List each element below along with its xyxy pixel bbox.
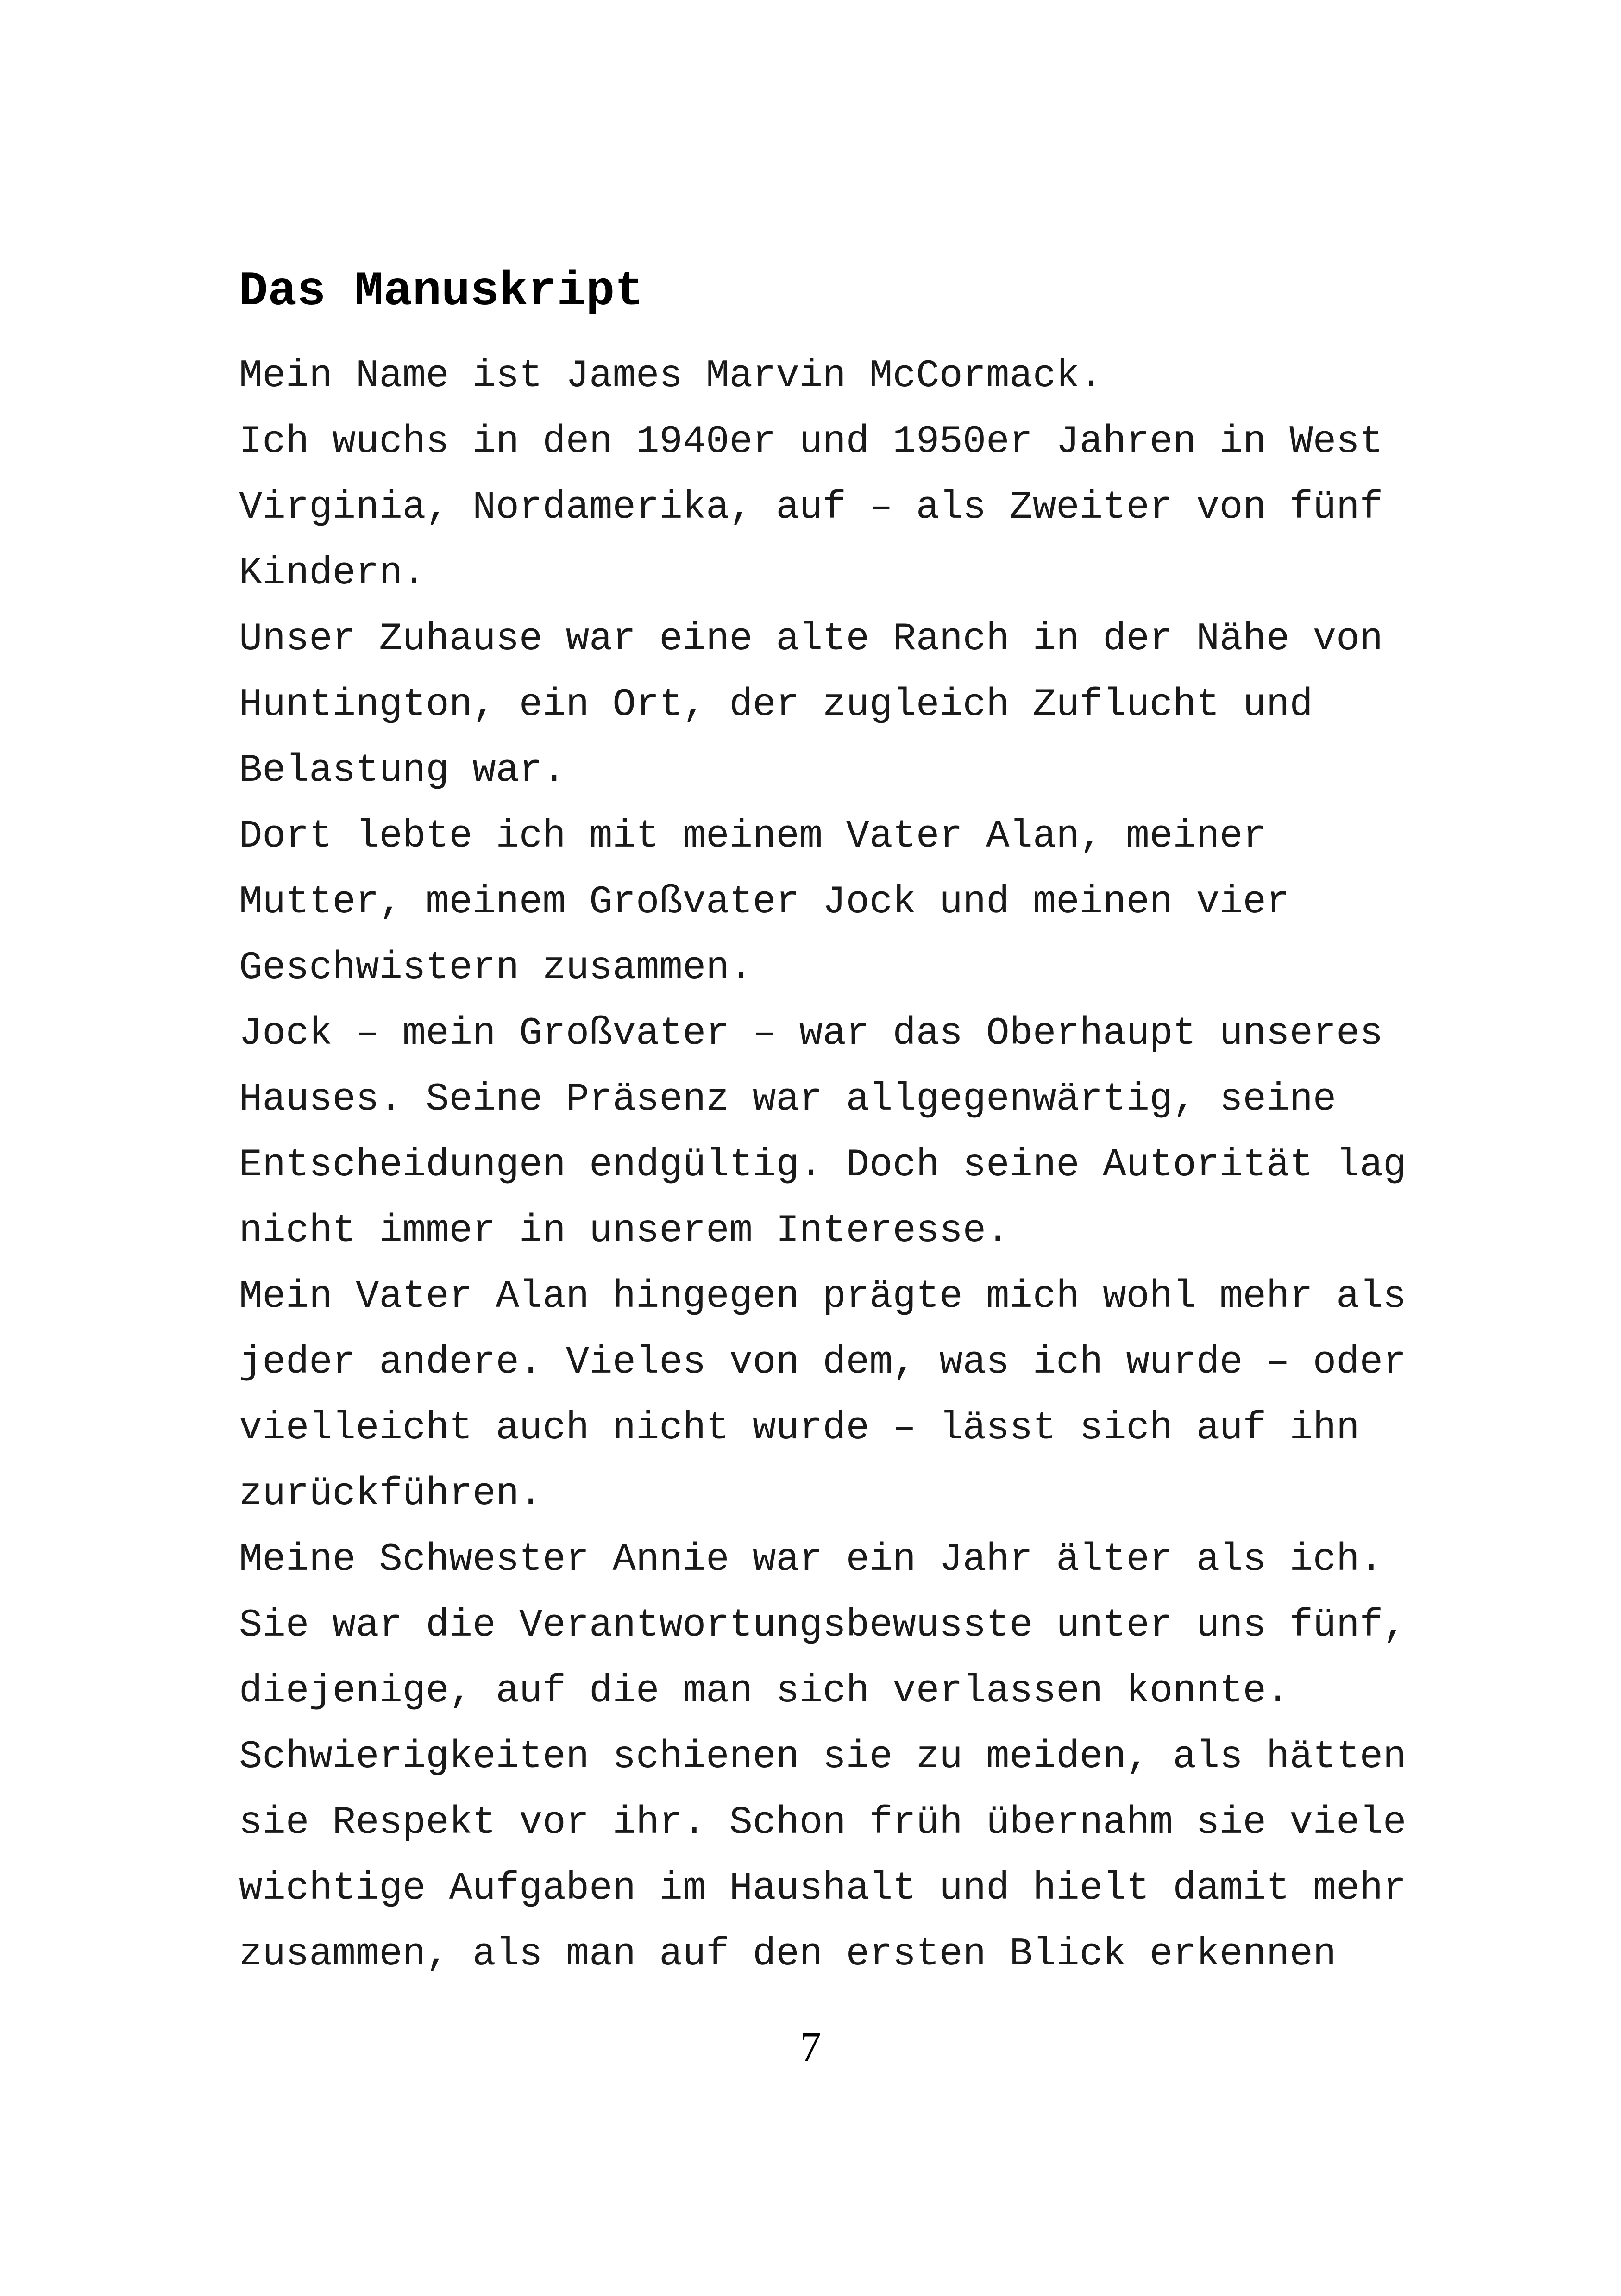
text-line: Dort lebte ich mit meinem Vater Alan, meiner bbox=[239, 815, 1266, 859]
text-line: Mein Name ist James Marvin McCormack. bbox=[239, 354, 1103, 398]
text-line: Belastung war. bbox=[239, 749, 566, 793]
text-line: Virginia, Nordamerika, auf – als Zweiter von fünf bbox=[239, 486, 1383, 530]
text-line: Jock – mein Großvater – war das Oberhaupt unseres bbox=[239, 1012, 1383, 1056]
text-line: jeder andere. Vieles von dem, was ich wurde – oder bbox=[239, 1341, 1407, 1385]
text-line: vielleicht auch nicht wurde – lässt sich auf ihn bbox=[239, 1406, 1360, 1450]
page-number: 7 bbox=[800, 2023, 821, 2070]
text-line: Schwierigkeiten schienen sie zu meiden, als hätten bbox=[239, 1735, 1407, 1779]
text-line: sie Respekt vor ihr. Schon früh übernahm sie viele bbox=[239, 1801, 1407, 1845]
text-line: wichtige Aufgaben im Haushalt und hielt damit mehr bbox=[239, 1867, 1407, 1911]
text-line: zurückführen. bbox=[239, 1472, 543, 1516]
body-text bbox=[239, 344, 1443, 1988]
text-line: zusammen, als man auf den ersten Blick erkennen bbox=[239, 1932, 1337, 1976]
chapter-heading: Das Manuskript bbox=[239, 264, 644, 319]
text-line: Geschwistern zusammen. bbox=[239, 946, 753, 990]
text-line: Mutter, meinem Großvater Jock und meinen vier bbox=[239, 880, 1290, 924]
text-line: Meine Schwester Annie war ein Jahr älter als ich. bbox=[239, 1538, 1383, 1582]
text-line: Hauses. Seine Präsenz war allgegenwärtig, seine bbox=[239, 1078, 1337, 1122]
text-line: Unser Zuhause war eine alte Ranch in der Nähe von bbox=[239, 617, 1383, 661]
text-line: Entscheidungen endgültig. Doch seine Autorität lag bbox=[239, 1143, 1407, 1187]
text-line: Mein Vater Alan hingegen prägte mich wohl mehr als bbox=[239, 1275, 1407, 1319]
text-line: nicht immer in unserem Interesse. bbox=[239, 1209, 1010, 1253]
text-line: Kindern. bbox=[239, 552, 426, 596]
text-line: diejenige, auf die man sich verlassen konnte. bbox=[239, 1669, 1290, 1713]
text-line: Ich wuchs in den 1940er und 1950er Jahren in West bbox=[239, 420, 1383, 464]
text-line: Sie war die Verantwortungsbewusste unter uns fünf, bbox=[239, 1604, 1407, 1648]
text-line: Huntington, ein Ort, der zugleich Zuflucht und bbox=[239, 683, 1313, 727]
